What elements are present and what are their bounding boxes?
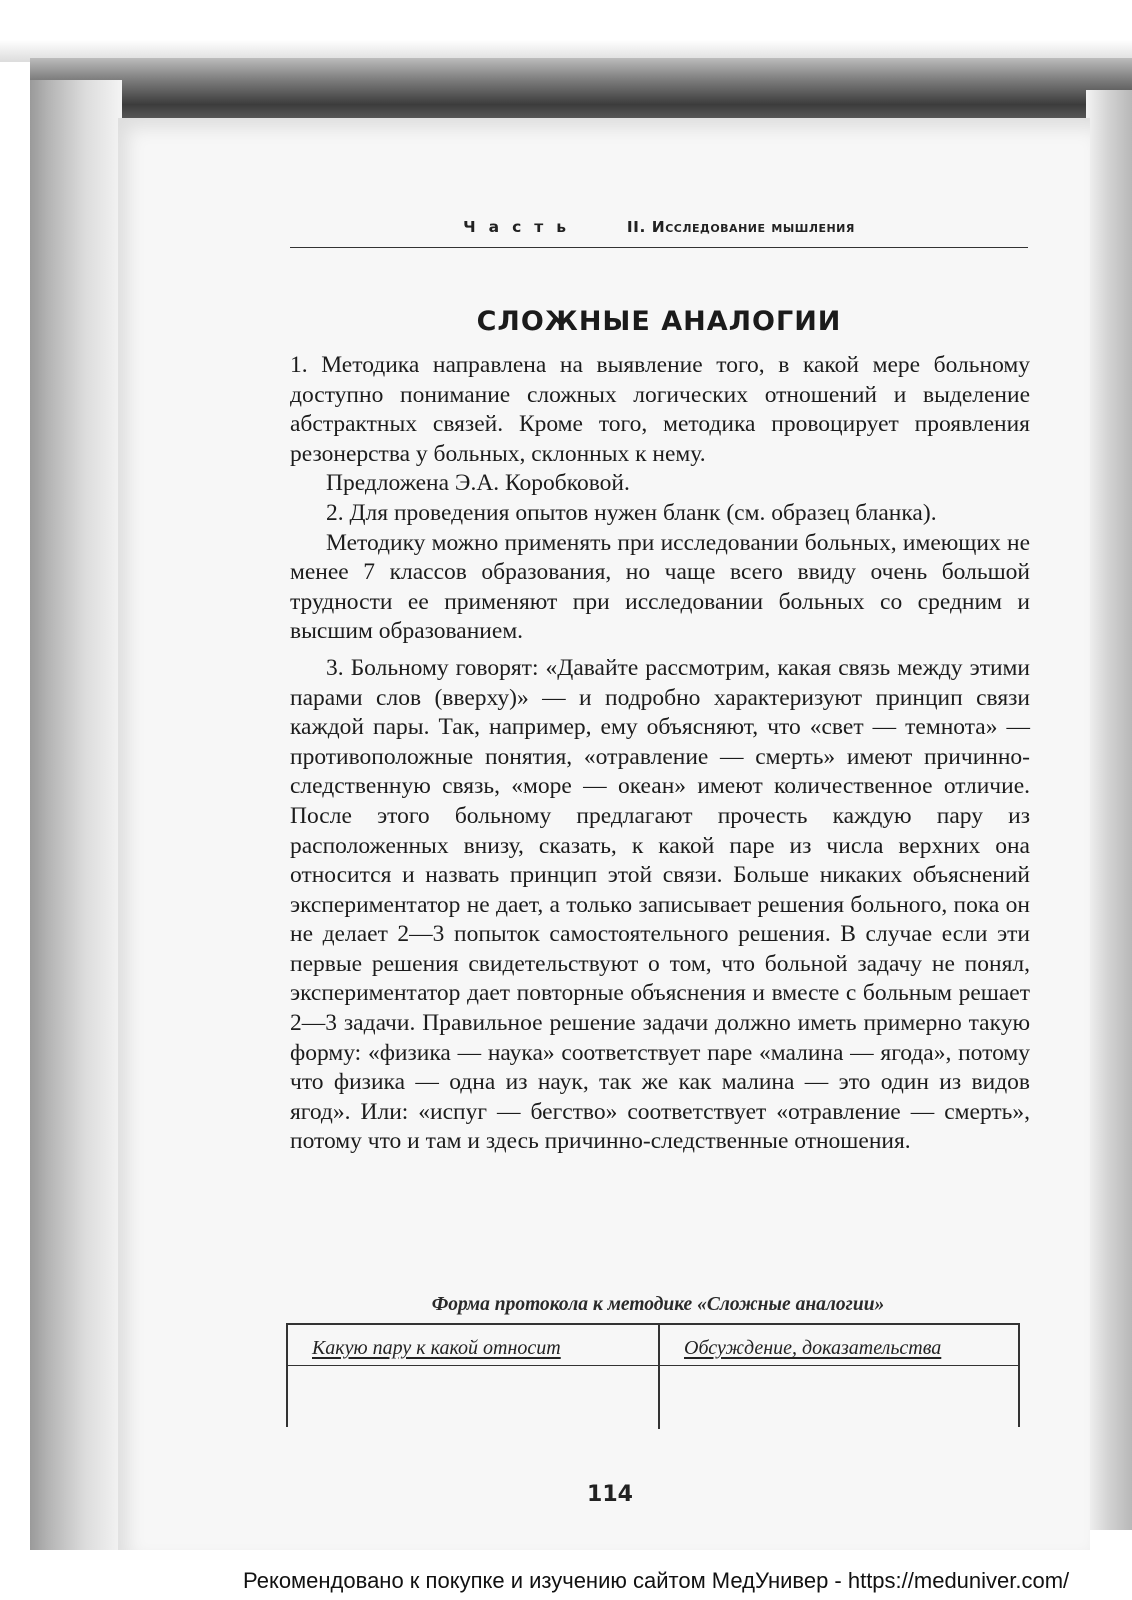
scan-right-shadow — [1086, 90, 1132, 1530]
header-rule — [290, 247, 1028, 248]
paragraph-1: 1. Методика направлена на выявление того, в какой мере больному доступно понимание сложных логических отношений и выделение абстрактных связей. Кроме того, методика провоцирует проявления резонерства у больных, склонных к нему. — [290, 352, 1030, 467]
running-head-section: Исследование мышления — [651, 218, 855, 236]
protocol-table — [286, 1323, 1020, 1427]
body-text — [290, 351, 1030, 1157]
table-column-header: Обсуждение, доказательства — [684, 1337, 942, 1359]
running-head-part-number: II. — [626, 218, 646, 236]
table-caption: Форма протокола к методике «Сложные аналогии» — [431, 1294, 885, 1315]
paragraph-3: 2. Для проведения опытов нужен бланк (см. образец бланка). — [326, 499, 937, 526]
footer-banner — [0, 1566, 1132, 1600]
paragraph-4: Методику можно применять при исследовании больных, имеющих не менее 7 классов образования, но чаще всего ввиду очень большой трудности ее применяют при исследовании больных со средним и высшим образованием. — [290, 529, 1030, 645]
scan-left-shadow — [30, 80, 122, 1550]
paragraph-5: 3. Больному говорят: «Давайте рассмотрим, какая связь между этими парами слов (вверху)» — и подробно характеризуют принцип связи каждой пары. Так, например, ему объясняют, что «свет — темнота» — противоположные понятия, «отравление — смерть» имеют причинно-следственную связь, «море — океан» имеют количественное отличие. После этого больному предлагают прочесть каждую пару из расположенных внизу, сказать, к какой паре из числа верхних она относится и назвать принцип этой связи. Больше никаких объяснений экспериментатор не дает, а только записывает решения больного, пока он не делает 2—3 попыток самостоятельного решения. В случае если эти первые решения свидетельствуют о том, что больной задачу не понял, экспериментатор дает повторные объяснения и вместе с больным решает 2—3 задачи. Правильное решение задачи должно иметь примерно такую форму: «физика — наука» соответствует паре «малина — ягода», потому что физика — одна из наук, так же как малина — это один из видов ягод». Или: «испуг — бегство» соответствует «отравление — смерть», потому что и там и здесь причинно-следственные отношения. — [290, 654, 1030, 1155]
table-header-rule — [288, 1365, 1018, 1366]
article-title: СЛОЖНЫЕ АНАЛОГИИ — [476, 306, 842, 337]
running-head — [290, 218, 1028, 236]
paragraph-2: Предложена Э.А. Коробковой. — [326, 470, 630, 497]
table-column-divider — [658, 1325, 660, 1429]
running-head-part-word: Часть — [463, 218, 580, 236]
scan-top-shadow — [30, 58, 1132, 120]
table-column-header: Какую пару к какой относит — [312, 1337, 561, 1359]
footer-text: Рекомендовано к покупке и изучению сайтом МедУнивер - https://meduniver.com/ — [243, 1568, 1070, 1593]
page-number: 114 — [587, 1482, 633, 1507]
